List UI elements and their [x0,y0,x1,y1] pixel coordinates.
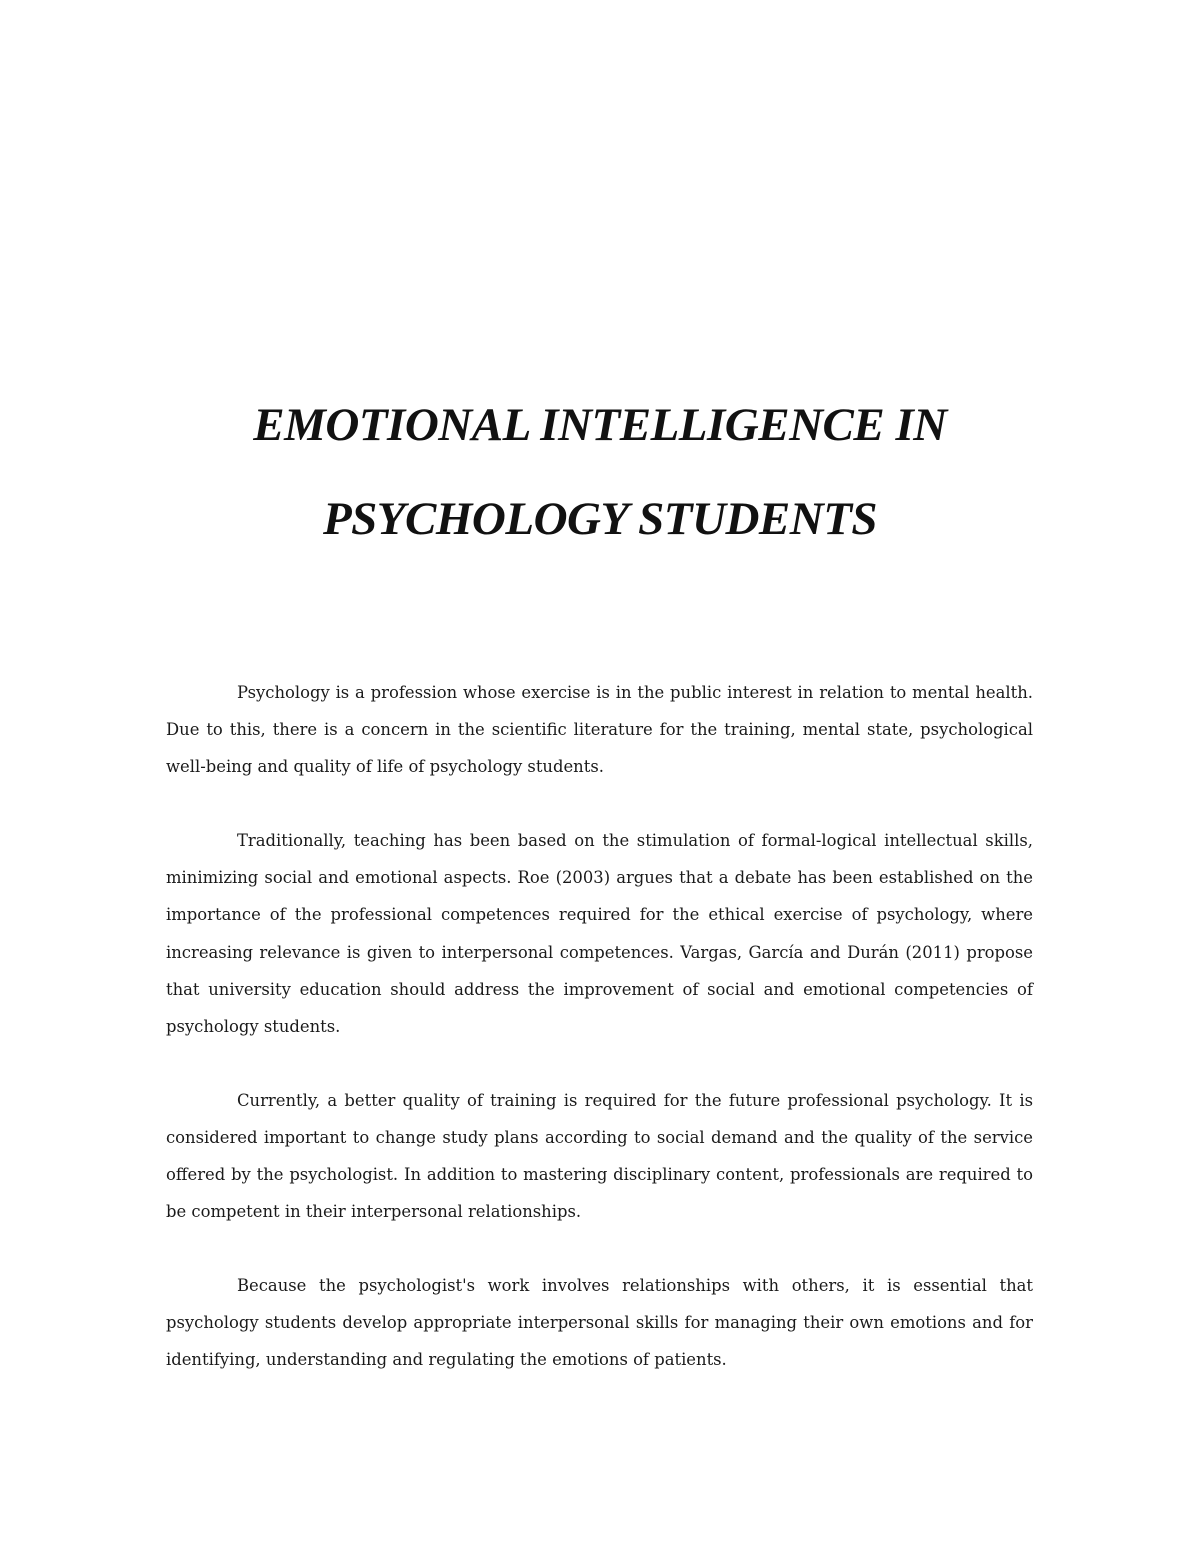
paragraph-3: Currently, a better quality of training is required for the future professional psychology. It is considered important to change study plans according to social demand and the quality of the service offered by the psychologist. In addition to mastering disciplinary content, professionals are required to be competent in their interpersonal relationships. [166,1090,1033,1222]
paragraph-2: Traditionally, teaching has been based on the stimulation of formal-logical intellectual skills, minimizing social and emotional aspects. Roe (2003) argues that a debate has been established on the importance of the professional competences required for the ethical exercise of psychology, where increasing relevance is given to interpersonal competences. Vargas, García and Durán (2011) propose that university education should address the improvement of social and emotional competencies of psychology students. [166,831,1033,1036]
title-line-1: EMOTIONAL INTELLIGENCE IN [253,399,947,451]
paragraph-4: Because the psychologist's work involves relationships with others, it is essential that psychology students develop appropriate interpersonal skills for managing their own emotions and for identifying, understanding and regulating the emotions of patients. [166,1276,1033,1370]
paragraph-1: Psychology is a profession whose exercise is in the public interest in relation to mental health. Due to this, there is a concern in the scientific literature for the training, mental state, psychological well-being and quality of life of psychology students. [166,683,1033,777]
document-body [166,674,1033,1416]
title-line-2: PSYCHOLOGY STUDENTS [322,493,878,545]
document-title [0,378,1200,566]
